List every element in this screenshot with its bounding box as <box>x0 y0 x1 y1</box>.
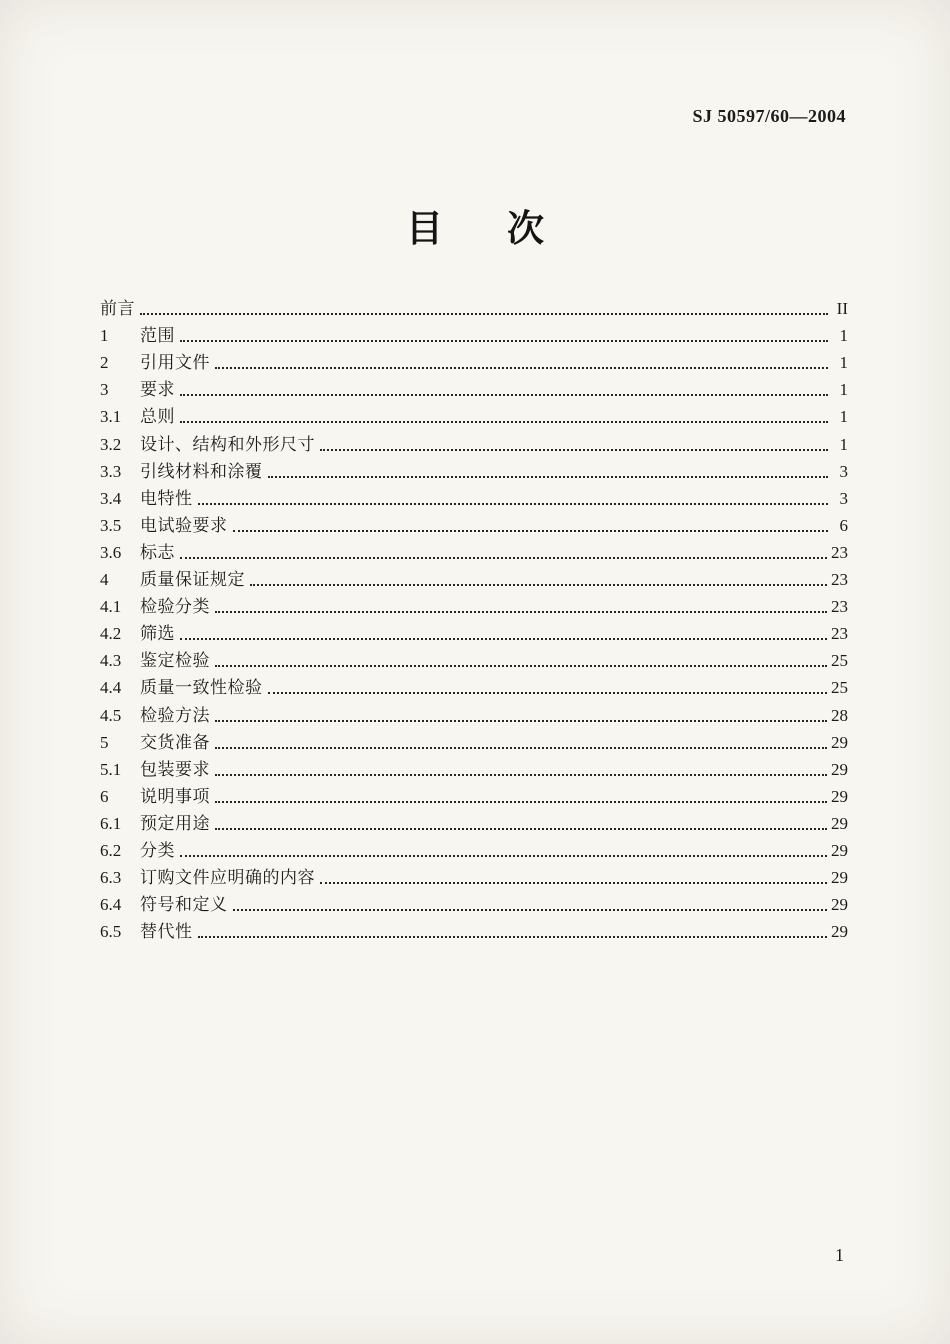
page-title-char-2: 次 <box>507 209 544 250</box>
toc-leader-dots <box>180 394 828 396</box>
toc-leader-dots <box>180 340 828 342</box>
toc-entry <box>100 619 848 646</box>
toc-entry-label: 检验方法 <box>140 705 210 725</box>
toc-leader-dots <box>180 638 827 640</box>
toc-entry-label: 质量一致性检验 <box>140 678 263 698</box>
toc-entry-page: 3 <box>839 461 848 481</box>
toc-leader-dots <box>320 449 828 451</box>
toc-entry-label: 电特性 <box>140 488 193 508</box>
toc-entry <box>100 700 848 727</box>
toc-entry-number: 3.3 <box>100 461 122 481</box>
toc-entry <box>100 484 848 511</box>
toc-entry <box>100 321 848 348</box>
toc-entry <box>100 402 848 429</box>
toc-entry <box>100 755 848 782</box>
toc-entry-page: 29 <box>831 868 848 888</box>
toc-entry-label: 交货准备 <box>140 732 210 752</box>
toc-entry <box>100 511 848 538</box>
page-title-char-1: 目 <box>406 209 443 250</box>
document-number: SJ 50597/60—2004 <box>692 106 846 126</box>
toc-entry <box>100 565 848 592</box>
toc-entry-label: 电试验要求 <box>140 515 228 535</box>
page-title <box>0 198 950 252</box>
toc-leader-dots <box>250 584 827 586</box>
toc-entry-page: 23 <box>831 597 848 617</box>
toc-entry-label: 检验分类 <box>140 597 210 617</box>
toc-entry-label: 前言 <box>100 299 135 319</box>
toc-leader-dots <box>233 909 828 911</box>
toc-entry <box>100 673 848 700</box>
toc-entry-number: 4.3 <box>100 651 122 671</box>
toc-entry <box>100 592 848 619</box>
toc-entry <box>100 728 848 755</box>
toc-entry-page: 29 <box>831 759 848 779</box>
toc-entry-page: 29 <box>831 895 848 915</box>
toc-entry-page: 29 <box>831 813 848 833</box>
toc-entry-number: 4.5 <box>100 705 122 725</box>
toc-entry-number: 3.4 <box>100 488 122 508</box>
toc-entry-label: 标志 <box>140 542 175 562</box>
toc-leader-dots <box>140 313 828 315</box>
toc-entry-number: 5.1 <box>100 759 122 779</box>
toc-entry-label: 设计、结构和外形尺寸 <box>140 434 315 454</box>
toc-entry-number: 3.2 <box>100 434 122 454</box>
toc-entry <box>100 375 848 402</box>
toc-entry-page: 23 <box>831 570 848 590</box>
toc-entry-page: 3 <box>839 488 848 508</box>
toc-entry-page: 23 <box>831 542 848 562</box>
toc-entry-number: 3.1 <box>100 407 122 427</box>
toc-entry <box>100 890 848 917</box>
toc-entry <box>100 538 848 565</box>
toc-entry <box>100 863 848 890</box>
toc-entry-label: 包装要求 <box>140 759 210 779</box>
toc-leader-dots <box>180 557 827 559</box>
toc-entry-page: 1 <box>839 434 848 454</box>
toc-entry <box>100 917 848 944</box>
toc-leader-dots <box>180 421 828 423</box>
toc-entry-number: 6.2 <box>100 840 122 860</box>
toc-leader-dots <box>215 801 827 803</box>
toc-entry <box>100 836 848 863</box>
toc-entry-label: 总则 <box>140 407 175 427</box>
toc-entry-number: 3.6 <box>100 542 122 562</box>
toc-entry-label: 预定用途 <box>140 813 210 833</box>
toc-entry-label: 筛选 <box>140 624 175 644</box>
toc-entry-label: 替代性 <box>140 922 193 942</box>
toc-leader-dots <box>233 530 829 532</box>
toc-entry <box>100 646 848 673</box>
toc-entry-number: 3.5 <box>100 515 122 535</box>
toc-entry-label: 说明事项 <box>140 786 210 806</box>
toc-list <box>100 294 848 944</box>
toc-leader-dots <box>215 665 827 667</box>
toc-entry-label: 订购文件应明确的内容 <box>140 868 315 888</box>
toc-entry-number: 6.5 <box>100 922 122 942</box>
toc-entry-page: 25 <box>831 678 848 698</box>
toc-entry-page: 1 <box>839 353 848 373</box>
toc-entry-number: 4.1 <box>100 597 122 617</box>
toc-leader-dots <box>215 367 828 369</box>
toc-entry-label: 分类 <box>140 840 175 860</box>
toc-entry-label: 引线材料和涂覆 <box>140 461 263 481</box>
toc-entry <box>100 809 848 836</box>
toc-leader-dots <box>215 828 827 830</box>
toc-entry-number: 2 <box>100 353 109 373</box>
toc-entry-page: 23 <box>831 624 848 644</box>
toc-entry-number: 4.2 <box>100 624 122 644</box>
toc-leader-dots <box>180 855 827 857</box>
toc-leader-dots <box>215 611 827 613</box>
toc-entry-number: 6.4 <box>100 895 122 915</box>
toc-entry-number: 5 <box>100 732 109 752</box>
toc-entry <box>100 457 848 484</box>
toc-leader-dots <box>215 774 827 776</box>
toc-entry-number: 1 <box>100 326 109 346</box>
toc-entry-number: 4 <box>100 570 109 590</box>
toc-leader-dots <box>215 720 827 722</box>
toc-entry-label: 质量保证规定 <box>140 570 245 590</box>
toc-leader-dots <box>268 692 828 694</box>
toc-entry-page: 1 <box>839 407 848 427</box>
toc-entry-page: 29 <box>831 922 848 942</box>
toc-entry <box>100 782 848 809</box>
toc-entry <box>100 348 848 375</box>
toc-entry-page: 1 <box>839 326 848 346</box>
toc-entry-page: II <box>836 299 848 319</box>
toc-entry-label: 引用文件 <box>140 353 210 373</box>
toc-entry-number: 6 <box>100 786 109 806</box>
toc-leader-dots <box>320 882 827 884</box>
toc-entry-label: 符号和定义 <box>140 895 228 915</box>
toc-entry-number: 4.4 <box>100 678 122 698</box>
toc-entry <box>100 429 848 456</box>
toc-entry-number: 6.1 <box>100 813 122 833</box>
toc-entry <box>100 294 848 321</box>
toc-entry-number: 6.3 <box>100 868 122 888</box>
toc-entry-page: 28 <box>831 705 848 725</box>
toc-leader-dots <box>198 936 828 938</box>
toc-entry-label: 鉴定检验 <box>140 651 210 671</box>
toc-entry-label: 要求 <box>140 380 175 400</box>
toc-entry-page: 6 <box>839 515 848 535</box>
toc-entry-page: 29 <box>831 732 848 752</box>
toc-entry-page: 29 <box>831 786 848 806</box>
toc-entry-page: 29 <box>831 840 848 860</box>
toc-entry-label: 范围 <box>140 326 175 346</box>
toc-entry-page: 25 <box>831 651 848 671</box>
toc-leader-dots <box>215 747 827 749</box>
toc-leader-dots <box>198 503 829 505</box>
toc-entry-page: 1 <box>839 380 848 400</box>
toc-leader-dots <box>268 476 829 478</box>
page-number: 1 <box>835 1245 844 1265</box>
toc-entry-number: 3 <box>100 380 109 400</box>
